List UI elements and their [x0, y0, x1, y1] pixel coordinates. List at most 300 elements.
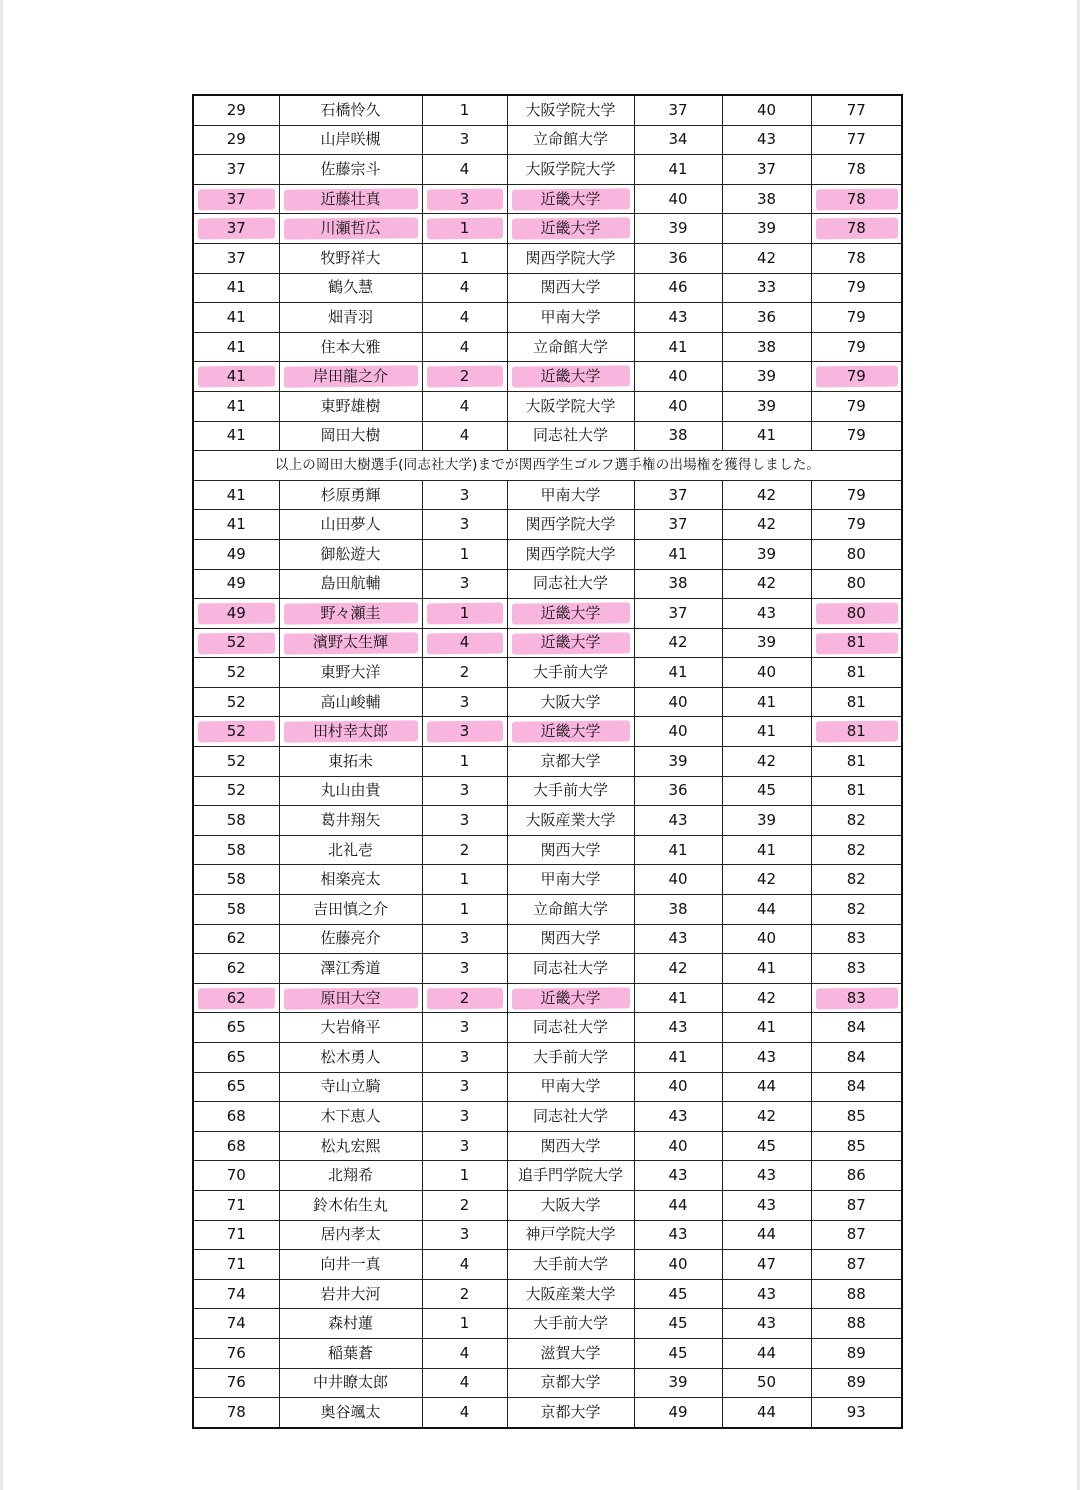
total-score-text: 88 — [846, 1284, 866, 1303]
total-score-cell — [811, 391, 902, 421]
grade-text: 3 — [459, 692, 470, 711]
total-score-text: 89 — [846, 1343, 866, 1362]
grade-text: 4 — [459, 307, 470, 326]
player-name-text: 東拓未 — [327, 751, 373, 770]
rank-cell — [193, 1161, 279, 1191]
out-score-cell — [634, 1338, 722, 1368]
total-score-text: 84 — [846, 1047, 866, 1066]
total-score-text: 79 — [846, 426, 866, 445]
player-name-text: 杉原勇輝 — [320, 485, 381, 504]
out-score-text: 41 — [668, 337, 688, 356]
grade-cell — [422, 155, 507, 185]
table-row — [193, 1131, 902, 1161]
in-score-cell — [722, 1250, 811, 1280]
in-score-text: 38 — [756, 337, 777, 356]
grade-text: 3 — [459, 929, 470, 948]
university-cell — [507, 1161, 634, 1191]
out-score-cell — [634, 776, 722, 806]
grade-cell — [422, 1043, 507, 1073]
player-name-text: 北礼壱 — [327, 840, 373, 859]
rank-text: 37 — [226, 248, 246, 267]
rank-text: 62 — [226, 929, 246, 948]
player-name-text: 鈴木佑生丸 — [312, 1195, 388, 1214]
in-score-cell — [722, 865, 811, 895]
rank-text: 68 — [226, 1106, 246, 1125]
in-score-cell — [722, 895, 811, 925]
rank-cell — [193, 539, 279, 569]
university-cell — [507, 1190, 634, 1220]
player-name-text: 濱野太生輝 — [312, 633, 388, 652]
total-score-text: 80 — [846, 603, 866, 622]
player-name-text: 北翔希 — [327, 1166, 373, 1185]
table-row — [193, 303, 902, 333]
total-score-cell — [811, 1190, 902, 1220]
total-score-cell — [811, 362, 902, 392]
in-score-text: 44 — [756, 1077, 777, 1096]
out-score-text: 43 — [668, 1166, 688, 1185]
in-score-cell — [722, 954, 811, 984]
university-text: 大阪大学 — [540, 692, 601, 711]
total-score-cell — [811, 569, 902, 599]
university-text: 神戸学院大学 — [525, 1225, 616, 1244]
in-score-cell — [722, 1220, 811, 1250]
in-score-text: 37 — [756, 159, 777, 178]
university-cell — [507, 510, 634, 540]
rank-text: 41 — [226, 515, 246, 534]
total-score-text: 84 — [846, 1077, 866, 1096]
out-score-cell — [634, 391, 722, 421]
grade-text: 3 — [459, 959, 470, 978]
total-score-text: 82 — [846, 840, 866, 859]
university-cell — [507, 658, 634, 688]
table-row — [193, 806, 902, 836]
university-cell — [507, 1338, 634, 1368]
table-row — [193, 1338, 902, 1368]
total-score-text: 84 — [846, 1018, 866, 1037]
in-score-cell — [722, 687, 811, 717]
university-text: 大手前大学 — [532, 1314, 608, 1333]
grade-text: 1 — [459, 603, 470, 622]
player-name-text: 畑青羽 — [327, 307, 373, 326]
rank-cell — [193, 1220, 279, 1250]
university-cell — [507, 806, 634, 836]
in-score-cell — [722, 303, 811, 333]
university-text: 近畿大学 — [540, 722, 601, 741]
total-score-text: 81 — [846, 751, 866, 770]
total-score-cell — [811, 1368, 902, 1398]
out-score-text: 40 — [668, 722, 688, 741]
university-text: 近畿大学 — [540, 603, 601, 622]
total-score-cell — [811, 1338, 902, 1368]
out-score-text: 38 — [668, 426, 688, 445]
table-row — [193, 391, 902, 421]
total-score-cell — [811, 895, 902, 925]
university-text: 立命館大学 — [532, 130, 608, 149]
out-score-text: 42 — [668, 633, 688, 652]
total-score-text: 81 — [846, 663, 866, 682]
table-row — [193, 865, 902, 895]
university-cell — [507, 155, 634, 185]
university-cell — [507, 243, 634, 273]
table-row — [193, 569, 902, 599]
table-row — [193, 895, 902, 925]
rank-text: 37 — [226, 189, 246, 208]
out-score-text: 41 — [668, 159, 688, 178]
player-name-text: 佐藤亮介 — [320, 929, 381, 948]
rank-cell — [193, 1072, 279, 1102]
total-score-cell — [811, 658, 902, 688]
total-score-cell — [811, 1309, 902, 1339]
results-table — [192, 94, 903, 1429]
university-cell — [507, 362, 634, 392]
university-cell — [507, 954, 634, 984]
university-cell — [507, 1368, 634, 1398]
in-score-cell — [722, 332, 811, 362]
rank-text: 37 — [226, 159, 246, 178]
rank-text: 58 — [226, 840, 246, 859]
table-row — [193, 95, 902, 125]
in-score-text: 42 — [756, 515, 777, 534]
player-name-cell — [279, 628, 422, 658]
rank-text: 37 — [226, 219, 246, 238]
out-score-cell — [634, 1043, 722, 1073]
total-score-cell — [811, 1398, 902, 1428]
player-name-cell — [279, 332, 422, 362]
table-row — [193, 1190, 902, 1220]
in-score-text: 39 — [756, 367, 777, 386]
university-cell — [507, 1250, 634, 1280]
in-score-cell — [722, 1013, 811, 1043]
out-score-text: 41 — [668, 663, 688, 682]
out-score-text: 41 — [668, 840, 688, 859]
in-score-cell — [722, 184, 811, 214]
out-score-text: 41 — [668, 1047, 688, 1066]
university-text: 同志社大学 — [532, 1106, 608, 1125]
out-score-text: 38 — [668, 574, 688, 593]
in-score-cell — [722, 421, 811, 451]
in-score-text: 40 — [756, 100, 777, 119]
out-score-cell — [634, 1398, 722, 1428]
grade-text: 3 — [459, 485, 470, 504]
grade-cell — [422, 539, 507, 569]
total-score-cell — [811, 628, 902, 658]
rank-cell — [193, 717, 279, 747]
player-name-text: 川瀬哲広 — [320, 219, 381, 238]
player-name-text: 向井一真 — [320, 1254, 381, 1273]
grade-text: 1 — [459, 1314, 470, 1333]
total-score-text: 89 — [846, 1373, 866, 1392]
total-score-cell — [811, 865, 902, 895]
in-score-text: 47 — [756, 1254, 777, 1273]
in-score-text: 40 — [756, 663, 777, 682]
out-score-cell — [634, 717, 722, 747]
total-score-text: 78 — [846, 248, 866, 267]
in-score-cell — [722, 95, 811, 125]
grade-cell — [422, 599, 507, 629]
player-name-cell — [279, 480, 422, 510]
total-score-text: 79 — [846, 396, 866, 415]
university-text: 近畿大学 — [540, 219, 601, 238]
rank-cell — [193, 243, 279, 273]
total-score-cell — [811, 1279, 902, 1309]
grade-text: 1 — [459, 899, 470, 918]
out-score-text: 43 — [668, 1225, 688, 1244]
out-score-cell — [634, 599, 722, 629]
university-cell — [507, 747, 634, 777]
player-name-text: 住本大雅 — [320, 337, 381, 356]
rank-cell — [193, 421, 279, 451]
total-score-cell — [811, 1102, 902, 1132]
grade-cell — [422, 806, 507, 836]
player-name-cell — [279, 214, 422, 244]
player-name-text: 木下恵人 — [320, 1106, 381, 1125]
player-name-cell — [279, 391, 422, 421]
grade-text: 1 — [459, 751, 470, 770]
total-score-cell — [811, 835, 902, 865]
rank-text: 41 — [226, 278, 246, 297]
in-score-text: 41 — [756, 959, 777, 978]
grade-cell — [422, 1190, 507, 1220]
rank-text: 52 — [226, 633, 246, 652]
total-score-text: 85 — [846, 1136, 866, 1155]
grade-cell — [422, 1338, 507, 1368]
total-score-text: 81 — [846, 722, 866, 741]
grade-cell — [422, 184, 507, 214]
university-cell — [507, 391, 634, 421]
university-text: 立命館大学 — [532, 899, 608, 918]
out-score-text: 41 — [668, 988, 688, 1007]
in-score-cell — [722, 1102, 811, 1132]
player-name-cell — [279, 539, 422, 569]
in-score-text: 43 — [756, 603, 777, 622]
grade-text: 2 — [459, 1195, 470, 1214]
player-name-text: 松木勇人 — [320, 1047, 381, 1066]
in-score-cell — [722, 1131, 811, 1161]
grade-cell — [422, 1309, 507, 1339]
total-score-text: 88 — [846, 1314, 866, 1333]
out-score-text: 42 — [668, 959, 688, 978]
grade-text: 1 — [459, 219, 470, 238]
out-score-text: 44 — [668, 1195, 688, 1214]
player-name-text: 東野大洋 — [320, 663, 381, 682]
rank-text: 58 — [226, 870, 246, 889]
total-score-cell — [811, 303, 902, 333]
player-name-text: 田村幸太郎 — [312, 722, 388, 741]
out-score-text: 49 — [668, 1402, 688, 1421]
university-text: 京都大学 — [540, 1373, 601, 1392]
table-row — [193, 687, 902, 717]
out-score-text: 43 — [668, 929, 688, 948]
in-score-cell — [722, 835, 811, 865]
table-row — [193, 243, 902, 273]
out-score-cell — [634, 421, 722, 451]
table-row — [193, 125, 902, 155]
in-score-cell — [722, 273, 811, 303]
in-score-text: 44 — [756, 1402, 777, 1421]
grade-cell — [422, 1220, 507, 1250]
out-score-cell — [634, 184, 722, 214]
table-row — [193, 747, 902, 777]
university-text: 同志社大学 — [532, 959, 608, 978]
grade-cell — [422, 569, 507, 599]
player-name-cell — [279, 1250, 422, 1280]
university-text: 甲南大学 — [540, 485, 601, 504]
grade-text: 4 — [459, 396, 470, 415]
rank-text: 49 — [226, 544, 246, 563]
out-score-cell — [634, 214, 722, 244]
in-score-cell — [722, 1338, 811, 1368]
in-score-cell — [722, 1398, 811, 1428]
total-score-cell — [811, 954, 902, 984]
total-score-cell — [811, 539, 902, 569]
out-score-text: 37 — [668, 515, 688, 534]
total-score-text: 87 — [846, 1195, 866, 1214]
in-score-cell — [722, 362, 811, 392]
player-name-text: 相楽亮太 — [320, 870, 381, 889]
university-text: 関西学院大学 — [525, 515, 616, 534]
grade-cell — [422, 95, 507, 125]
total-score-text: 79 — [846, 485, 866, 504]
out-score-cell — [634, 95, 722, 125]
university-text: 大手前大学 — [532, 1254, 608, 1273]
in-score-text: 45 — [756, 781, 777, 800]
grade-cell — [422, 1250, 507, 1280]
grade-cell — [422, 924, 507, 954]
rank-text: 74 — [226, 1314, 246, 1333]
total-score-text: 87 — [846, 1254, 866, 1273]
in-score-text: 45 — [756, 1136, 777, 1155]
rank-text: 41 — [226, 426, 246, 445]
out-score-text: 40 — [668, 692, 688, 711]
total-score-cell — [811, 184, 902, 214]
total-score-cell — [811, 599, 902, 629]
total-score-cell — [811, 95, 902, 125]
grade-text: 4 — [459, 633, 470, 652]
total-score-text: 79 — [846, 515, 866, 534]
player-name-cell — [279, 184, 422, 214]
university-text: 追手門学院大学 — [517, 1166, 623, 1185]
university-text: 関西学院大学 — [525, 544, 616, 563]
total-score-text: 80 — [846, 574, 866, 593]
in-score-cell — [722, 717, 811, 747]
rank-text: 65 — [226, 1077, 246, 1096]
rank-cell — [193, 273, 279, 303]
in-score-text: 40 — [756, 929, 777, 948]
rank-text: 41 — [226, 396, 246, 415]
out-score-cell — [634, 1279, 722, 1309]
rank-cell — [193, 954, 279, 984]
player-name-cell — [279, 776, 422, 806]
out-score-text: 39 — [668, 1373, 688, 1392]
university-cell — [507, 895, 634, 925]
grade-cell — [422, 332, 507, 362]
table-row — [193, 1368, 902, 1398]
out-score-cell — [634, 510, 722, 540]
grade-cell — [422, 1279, 507, 1309]
grade-cell — [422, 1131, 507, 1161]
in-score-cell — [722, 1072, 811, 1102]
player-name-text: 東野雄樹 — [320, 396, 381, 415]
university-text: 大阪学院大学 — [525, 100, 616, 119]
in-score-text: 43 — [756, 1195, 777, 1214]
rank-cell — [193, 362, 279, 392]
table-row — [193, 332, 902, 362]
player-name-cell — [279, 924, 422, 954]
rank-text: 65 — [226, 1018, 246, 1037]
player-name-cell — [279, 865, 422, 895]
university-text: 大阪産業大学 — [525, 811, 616, 830]
rank-text: 49 — [226, 574, 246, 593]
university-text: 甲南大学 — [540, 870, 601, 889]
out-score-cell — [634, 1131, 722, 1161]
out-score-text: 40 — [668, 870, 688, 889]
player-name-text: 岩井大河 — [320, 1284, 381, 1303]
total-score-cell — [811, 155, 902, 185]
university-text: 関西学院大学 — [525, 248, 616, 267]
rank-text: 41 — [226, 307, 246, 326]
out-score-cell — [634, 1220, 722, 1250]
player-name-cell — [279, 983, 422, 1013]
table-row — [193, 273, 902, 303]
grade-cell — [422, 1102, 507, 1132]
in-score-text: 39 — [756, 396, 777, 415]
rank-cell — [193, 1309, 279, 1339]
total-score-text: 79 — [846, 337, 866, 356]
rank-text: 41 — [226, 367, 246, 386]
player-name-cell — [279, 1072, 422, 1102]
in-score-cell — [722, 658, 811, 688]
grade-cell — [422, 865, 507, 895]
out-score-cell — [634, 1309, 722, 1339]
rank-cell — [193, 184, 279, 214]
total-score-text: 86 — [846, 1166, 866, 1185]
total-score-text: 80 — [846, 544, 866, 563]
university-text: 大阪産業大学 — [525, 1284, 616, 1303]
player-name-cell — [279, 599, 422, 629]
in-score-cell — [722, 539, 811, 569]
page-edge-left — [0, 0, 3, 1490]
player-name-cell — [279, 658, 422, 688]
university-text: 甲南大学 — [540, 1077, 601, 1096]
rank-cell — [193, 1279, 279, 1309]
player-name-cell — [279, 835, 422, 865]
total-score-text: 82 — [846, 870, 866, 889]
table-row-highlighted — [193, 983, 902, 1013]
out-score-cell — [634, 835, 722, 865]
in-score-text: 38 — [756, 189, 777, 208]
rank-cell — [193, 983, 279, 1013]
player-name-cell — [279, 1398, 422, 1428]
grade-text: 3 — [459, 1106, 470, 1125]
university-text: 関西大学 — [540, 278, 601, 297]
table-row — [193, 480, 902, 510]
total-score-text: 85 — [846, 1106, 866, 1125]
out-score-cell — [634, 155, 722, 185]
total-score-cell — [811, 1072, 902, 1102]
in-score-text: 42 — [756, 751, 777, 770]
out-score-text: 36 — [668, 781, 688, 800]
university-cell — [507, 569, 634, 599]
university-cell — [507, 273, 634, 303]
in-score-cell — [722, 599, 811, 629]
player-name-cell — [279, 362, 422, 392]
university-cell — [507, 1102, 634, 1132]
rank-cell — [193, 95, 279, 125]
in-score-cell — [722, 1309, 811, 1339]
in-score-cell — [722, 243, 811, 273]
grade-cell — [422, 214, 507, 244]
rank-cell — [193, 1013, 279, 1043]
